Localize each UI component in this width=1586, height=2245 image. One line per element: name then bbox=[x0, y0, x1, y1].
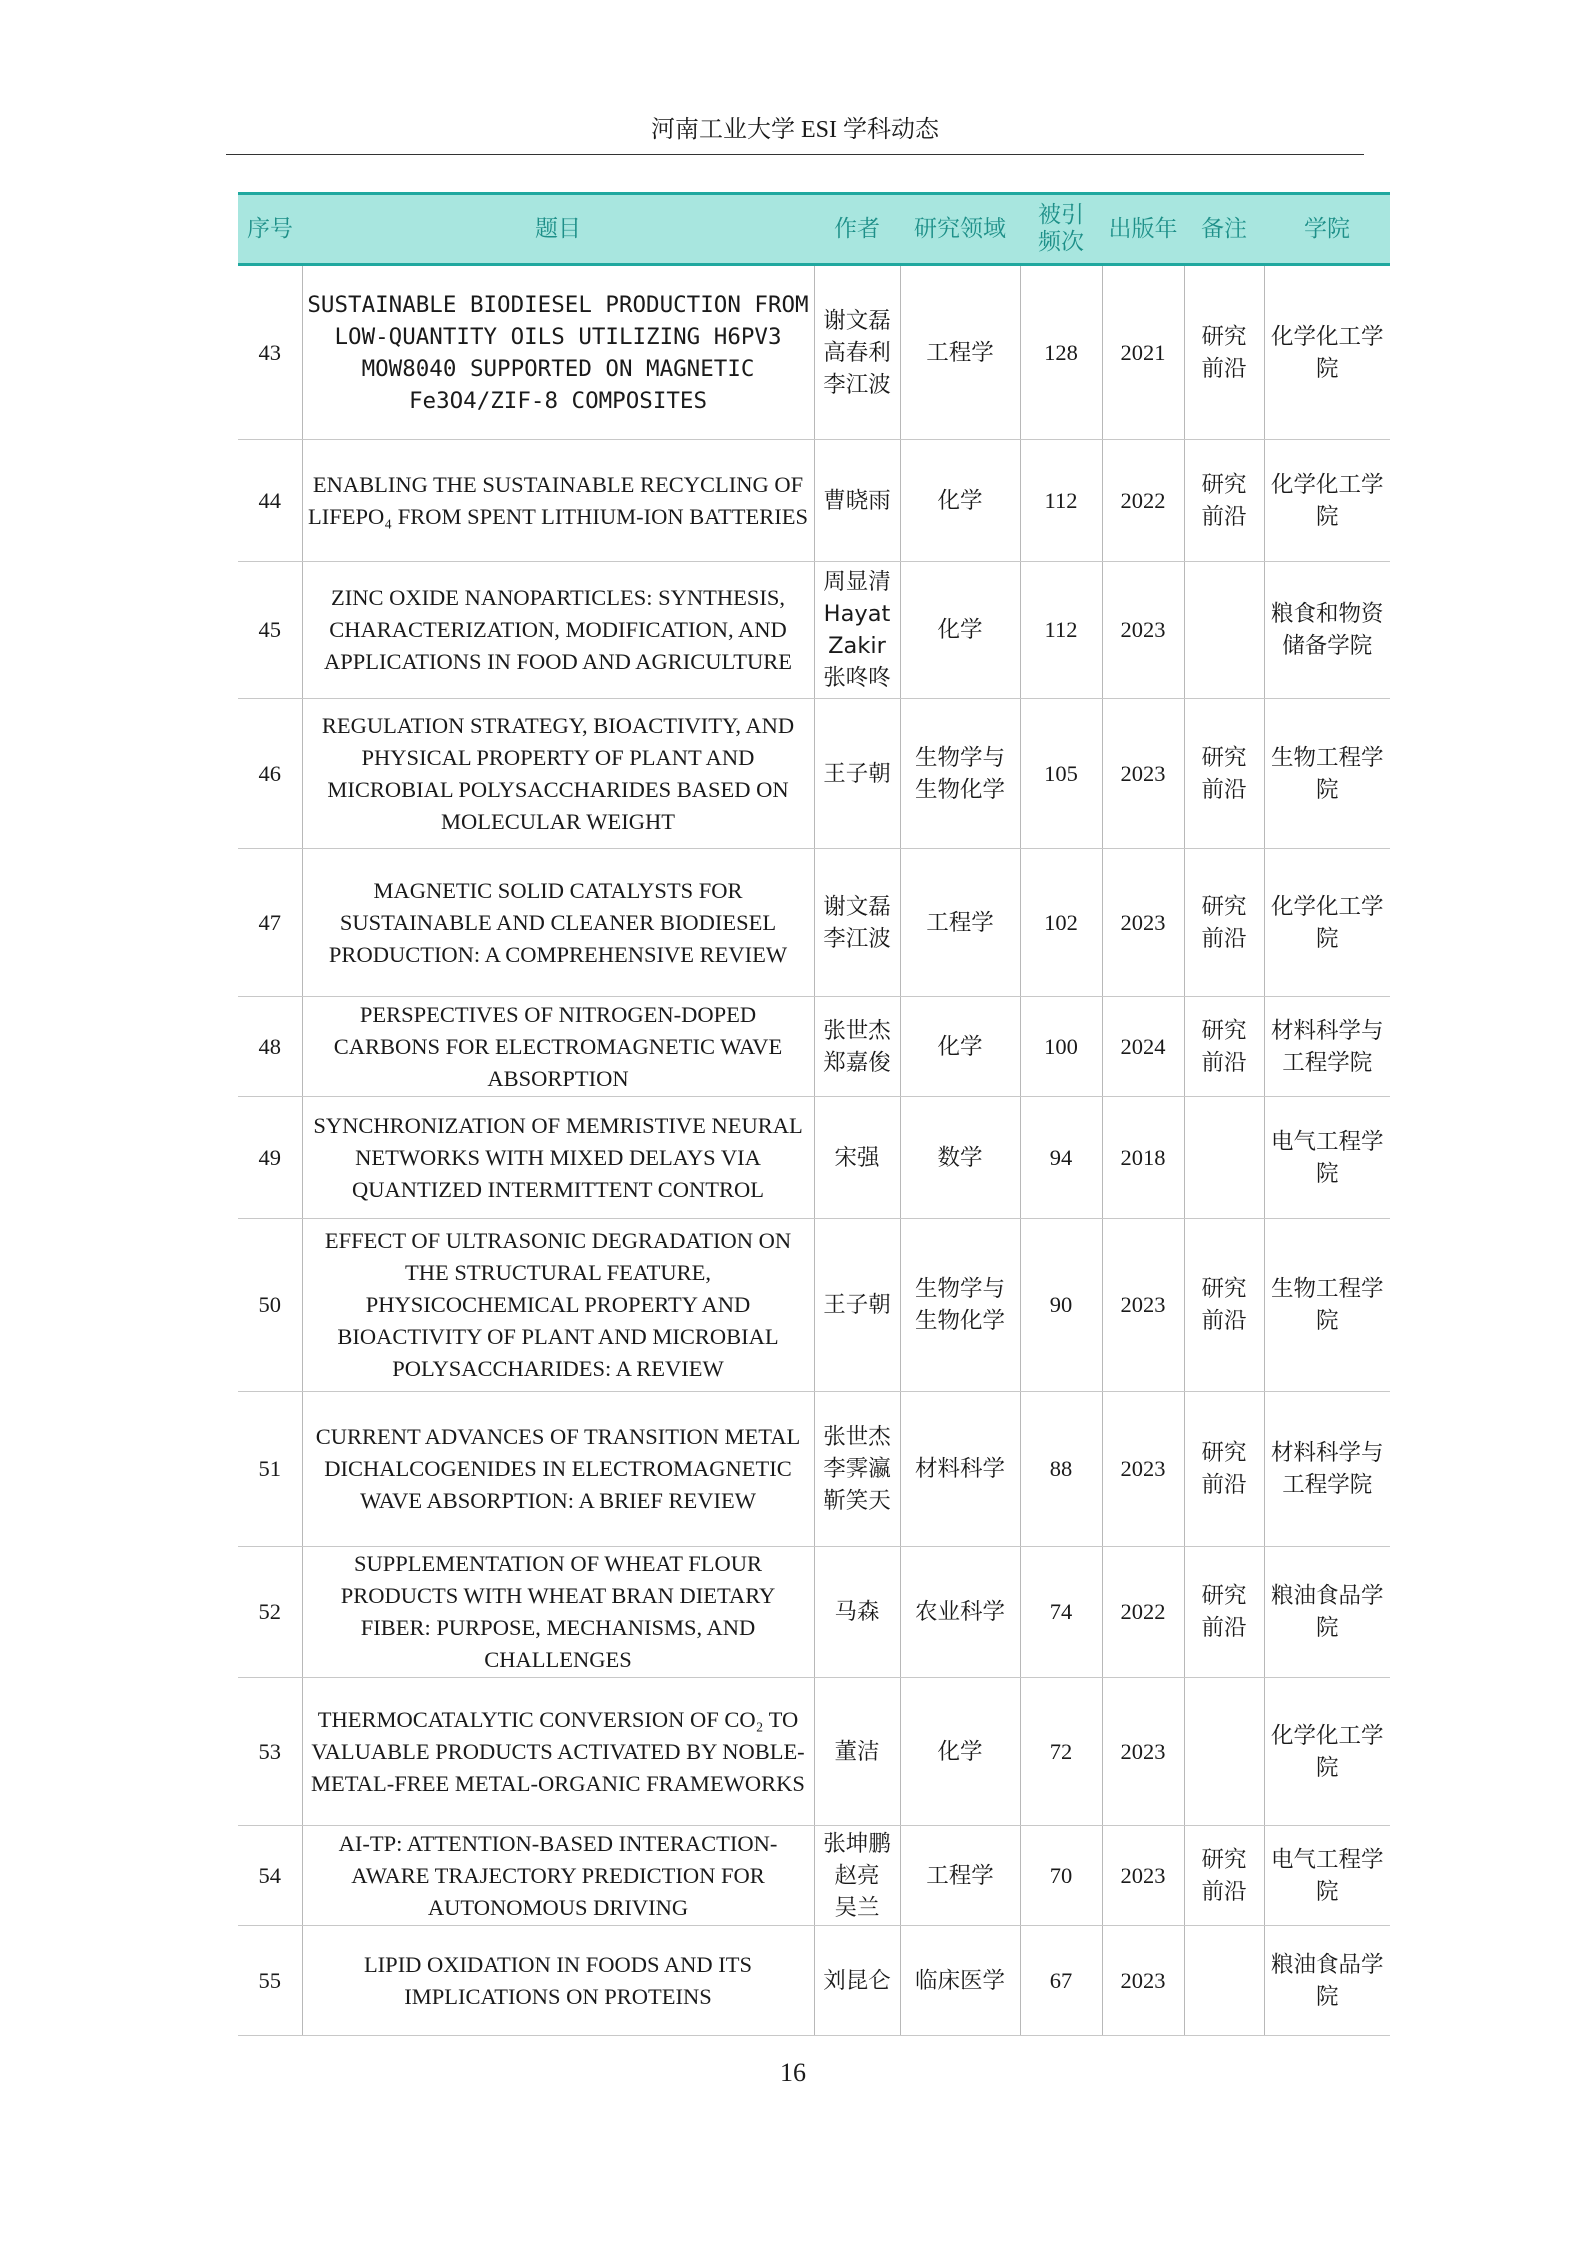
publication-year: 2024 bbox=[1102, 997, 1184, 1097]
research-field: 数学 bbox=[900, 1097, 1020, 1219]
publication-year: 2023 bbox=[1102, 1826, 1184, 1926]
college-name: 材料科学与工程学院 bbox=[1264, 997, 1390, 1097]
citation-count: 67 bbox=[1020, 1926, 1102, 2036]
paper-title: CURRENT ADVANCES OF TRANSITION METAL DICHALCOGENIDES IN ELECTROMAGNETIC WAVE ABSORPTION: A BRIEF REVIEW bbox=[302, 1392, 814, 1547]
note-badge bbox=[1184, 1097, 1264, 1219]
author-list bbox=[814, 849, 900, 997]
author-list bbox=[814, 1219, 900, 1392]
research-field: 化学 bbox=[900, 562, 1020, 699]
table-header-row bbox=[238, 194, 1390, 265]
citation-count: 105 bbox=[1020, 699, 1102, 849]
note-badge: 研究前沿 bbox=[1184, 1826, 1264, 1926]
publication-year: 2023 bbox=[1102, 1392, 1184, 1547]
column-header-title: 题目 bbox=[302, 194, 814, 265]
note-badge: 研究前沿 bbox=[1184, 997, 1264, 1097]
author-name: 马森 bbox=[834, 1599, 880, 1625]
research-field: 生物学与生物化学 bbox=[900, 699, 1020, 849]
publication-year: 2021 bbox=[1102, 265, 1184, 440]
papers-table bbox=[238, 192, 1390, 2036]
table-row bbox=[238, 265, 1390, 440]
note-badge bbox=[1184, 1926, 1264, 2036]
research-field: 生物学与生物化学 bbox=[900, 1219, 1020, 1392]
row-number: 46 bbox=[238, 699, 302, 849]
author-list bbox=[814, 1678, 900, 1826]
table-body bbox=[238, 265, 1390, 2036]
author-name: Hayat bbox=[823, 601, 891, 627]
author-list bbox=[814, 1926, 900, 2036]
row-number: 44 bbox=[238, 440, 302, 562]
table-row bbox=[238, 1678, 1390, 1826]
table-row bbox=[238, 1926, 1390, 2036]
author-name: 张咚咚 bbox=[823, 665, 891, 691]
header-title: 河南工业大学 ESI 学科动态 bbox=[651, 117, 939, 143]
table-row bbox=[238, 997, 1390, 1097]
citation-count: 88 bbox=[1020, 1392, 1102, 1547]
note-badge: 研究前沿 bbox=[1184, 1392, 1264, 1547]
author-list bbox=[814, 997, 900, 1097]
college-name: 化学化工学院 bbox=[1264, 265, 1390, 440]
author-name: 刘昆仑 bbox=[823, 1967, 891, 1994]
row-number: 50 bbox=[238, 1219, 302, 1392]
research-field: 工程学 bbox=[900, 1826, 1020, 1926]
publication-year: 2022 bbox=[1102, 1547, 1184, 1678]
author-list bbox=[814, 1392, 900, 1547]
citation-count: 94 bbox=[1020, 1097, 1102, 1219]
table-row bbox=[238, 849, 1390, 997]
paper-title: THERMOCATALYTIC CONVERSION OF CO₂ TO VALUABLE PRODUCTS ACTIVATED BY NOBLE-METAL-FREE METAL-ORGANIC FRAMEWORKS bbox=[302, 1678, 814, 1826]
citation-count: 112 bbox=[1020, 440, 1102, 562]
citation-count: 100 bbox=[1020, 997, 1102, 1097]
table-row bbox=[238, 1219, 1390, 1392]
row-number: 51 bbox=[238, 1392, 302, 1547]
research-field: 临床医学 bbox=[900, 1926, 1020, 2036]
paper-title: REGULATION STRATEGY, BIOACTIVITY, AND PHYSICAL PROPERTY OF PLANT AND MICROBIAL POLYSACCHARIDES BASED ON MOLECULAR WEIGHT bbox=[302, 699, 814, 849]
column-header-citations: 被引频次 bbox=[1020, 194, 1102, 265]
note-badge: 研究前沿 bbox=[1184, 440, 1264, 562]
college-name: 粮油食品学院 bbox=[1264, 1926, 1390, 2036]
citation-count: 74 bbox=[1020, 1547, 1102, 1678]
publication-year: 2018 bbox=[1102, 1097, 1184, 1219]
author-name: 郑嘉俊 bbox=[823, 1049, 891, 1076]
table-row bbox=[238, 1097, 1390, 1219]
citation-count: 112 bbox=[1020, 562, 1102, 699]
research-field: 化学 bbox=[900, 997, 1020, 1097]
paper-title: AI-TP: ATTENTION-BASED INTERACTION-AWARE TRAJECTORY PREDICTION FOR AUTONOMOUS DRIVING bbox=[302, 1826, 814, 1926]
row-number: 52 bbox=[238, 1547, 302, 1678]
paper-title: PERSPECTIVES OF NITROGEN-DOPED CARBONS FOR ELECTROMAGNETIC WAVE ABSORPTION bbox=[302, 997, 814, 1097]
author-name: 曹晓雨 bbox=[823, 487, 891, 514]
author-name: 高春利 bbox=[823, 339, 891, 366]
row-number: 43 bbox=[238, 265, 302, 440]
author-name: 王子朝 bbox=[823, 1292, 891, 1318]
row-number: 54 bbox=[238, 1826, 302, 1926]
publication-year: 2023 bbox=[1102, 699, 1184, 849]
column-header-no: 序号 bbox=[238, 194, 302, 265]
note-badge bbox=[1184, 562, 1264, 699]
citation-count: 102 bbox=[1020, 849, 1102, 997]
table-row bbox=[238, 1392, 1390, 1547]
note-badge bbox=[1184, 1678, 1264, 1826]
author-name: 董洁 bbox=[834, 1738, 880, 1765]
author-name: 张坤鹏 bbox=[823, 1830, 891, 1857]
citation-count: 90 bbox=[1020, 1219, 1102, 1392]
column-header-note: 备注 bbox=[1184, 194, 1264, 265]
citation-count: 128 bbox=[1020, 265, 1102, 440]
college-name: 化学化工学院 bbox=[1264, 1678, 1390, 1826]
column-header-college: 学院 bbox=[1264, 194, 1390, 265]
row-number: 53 bbox=[238, 1678, 302, 1826]
research-field: 材料科学 bbox=[900, 1392, 1020, 1547]
author-list bbox=[814, 440, 900, 562]
author-name: Zakir bbox=[828, 633, 886, 659]
table-row bbox=[238, 440, 1390, 562]
column-header-field: 研究领域 bbox=[900, 194, 1020, 265]
author-name: 李江波 bbox=[823, 925, 891, 952]
author-list bbox=[814, 562, 900, 699]
page-header bbox=[226, 112, 1364, 155]
publication-year: 2023 bbox=[1102, 1219, 1184, 1392]
row-number: 55 bbox=[238, 1926, 302, 2036]
author-name: 张世杰 bbox=[823, 1017, 891, 1044]
college-name: 电气工程学院 bbox=[1264, 1826, 1390, 1926]
paper-title: SUSTAINABLE BIODIESEL PRODUCTION FROM LOW-QUANTITY OILS UTILIZING H6PV3 MOW8040 SUPPORTED ON MAGNETIC Fe3O4/ZIF-8 COMPOSITES bbox=[302, 265, 814, 440]
research-field: 化学 bbox=[900, 440, 1020, 562]
row-number: 47 bbox=[238, 849, 302, 997]
table-row bbox=[238, 699, 1390, 849]
author-list bbox=[814, 1097, 900, 1219]
publication-year: 2023 bbox=[1102, 1678, 1184, 1826]
publication-year: 2022 bbox=[1102, 440, 1184, 562]
page-number: 16 bbox=[780, 2058, 806, 2087]
table-row bbox=[238, 1547, 1390, 1678]
research-field: 工程学 bbox=[900, 849, 1020, 997]
author-name: 李江波 bbox=[823, 371, 891, 398]
note-badge: 研究前沿 bbox=[1184, 849, 1264, 997]
author-name: 赵亮 bbox=[834, 1862, 880, 1889]
author-list bbox=[814, 699, 900, 849]
college-name: 材料科学与工程学院 bbox=[1264, 1392, 1390, 1547]
row-number: 45 bbox=[238, 562, 302, 699]
paper-title: EFFECT OF ULTRASONIC DEGRADATION ON THE STRUCTURAL FEATURE, PHYSICOCHEMICAL PROPERTY AND BIOACTIVITY OF PLANT AND MICROBIAL POLYSACCHARIDES: A REVIEW bbox=[302, 1219, 814, 1392]
author-name: 张世杰 bbox=[823, 1424, 891, 1450]
author-name: 宋强 bbox=[834, 1144, 880, 1171]
paper-title: ZINC OXIDE NANOPARTICLES: SYNTHESIS, CHARACTERIZATION, MODIFICATION, AND APPLICATIONS IN FOOD AND AGRICULTURE bbox=[302, 562, 814, 699]
author-name: 李霁瀛 bbox=[823, 1456, 891, 1482]
citation-count: 72 bbox=[1020, 1678, 1102, 1826]
research-field: 工程学 bbox=[900, 265, 1020, 440]
author-name: 谢文磊 bbox=[823, 307, 891, 334]
paper-title: ENABLING THE SUSTAINABLE RECYCLING OF LIFEPO₄ FROM SPENT LITHIUM-ION BATTERIES bbox=[302, 440, 814, 562]
column-header-authors: 作者 bbox=[814, 194, 900, 265]
author-name: 谢文磊 bbox=[823, 893, 891, 920]
author-name: 吴兰 bbox=[834, 1894, 880, 1921]
citation-count: 70 bbox=[1020, 1826, 1102, 1926]
author-name: 周显清 bbox=[823, 569, 891, 595]
paper-title: LIPID OXIDATION IN FOODS AND ITS IMPLICATIONS ON PROTEINS bbox=[302, 1926, 814, 2036]
college-name: 生物工程学院 bbox=[1264, 1219, 1390, 1392]
column-header-year: 出版年 bbox=[1102, 194, 1184, 265]
college-name: 生物工程学院 bbox=[1264, 699, 1390, 849]
author-list bbox=[814, 1826, 900, 1926]
college-name: 电气工程学院 bbox=[1264, 1097, 1390, 1219]
table-row bbox=[238, 562, 1390, 699]
publication-year: 2023 bbox=[1102, 1926, 1184, 2036]
college-name: 粮食和物资储备学院 bbox=[1264, 562, 1390, 699]
paper-title: SUPPLEMENTATION OF WHEAT FLOUR PRODUCTS WITH WHEAT BRAN DIETARY FIBER: PURPOSE, MECHANISMS, AND CHALLENGES bbox=[302, 1547, 814, 1678]
paper-title: MAGNETIC SOLID CATALYSTS FOR SUSTAINABLE AND CLEANER BIODIESEL PRODUCTION: A COMPREHENSIVE REVIEW bbox=[302, 849, 814, 997]
author-list bbox=[814, 265, 900, 440]
author-list bbox=[814, 1547, 900, 1678]
table-row bbox=[238, 1826, 1390, 1926]
college-name: 化学化工学院 bbox=[1264, 440, 1390, 562]
note-badge: 研究前沿 bbox=[1184, 265, 1264, 440]
publication-year: 2023 bbox=[1102, 849, 1184, 997]
note-badge: 研究前沿 bbox=[1184, 1219, 1264, 1392]
author-name: 王子朝 bbox=[823, 760, 891, 787]
research-field: 农业科学 bbox=[900, 1547, 1020, 1678]
college-name: 化学化工学院 bbox=[1264, 849, 1390, 997]
college-name: 粮油食品学院 bbox=[1264, 1547, 1390, 1678]
publication-year: 2023 bbox=[1102, 562, 1184, 699]
row-number: 49 bbox=[238, 1097, 302, 1219]
paper-title: SYNCHRONIZATION OF MEMRISTIVE NEURAL NETWORKS WITH MIXED DELAYS VIA QUANTIZED INTERMITTENT CONTROL bbox=[302, 1097, 814, 1219]
row-number: 48 bbox=[238, 997, 302, 1097]
note-badge: 研究前沿 bbox=[1184, 1547, 1264, 1678]
research-field: 化学 bbox=[900, 1678, 1020, 1826]
note-badge: 研究前沿 bbox=[1184, 699, 1264, 849]
author-name: 靳笑天 bbox=[823, 1488, 891, 1514]
